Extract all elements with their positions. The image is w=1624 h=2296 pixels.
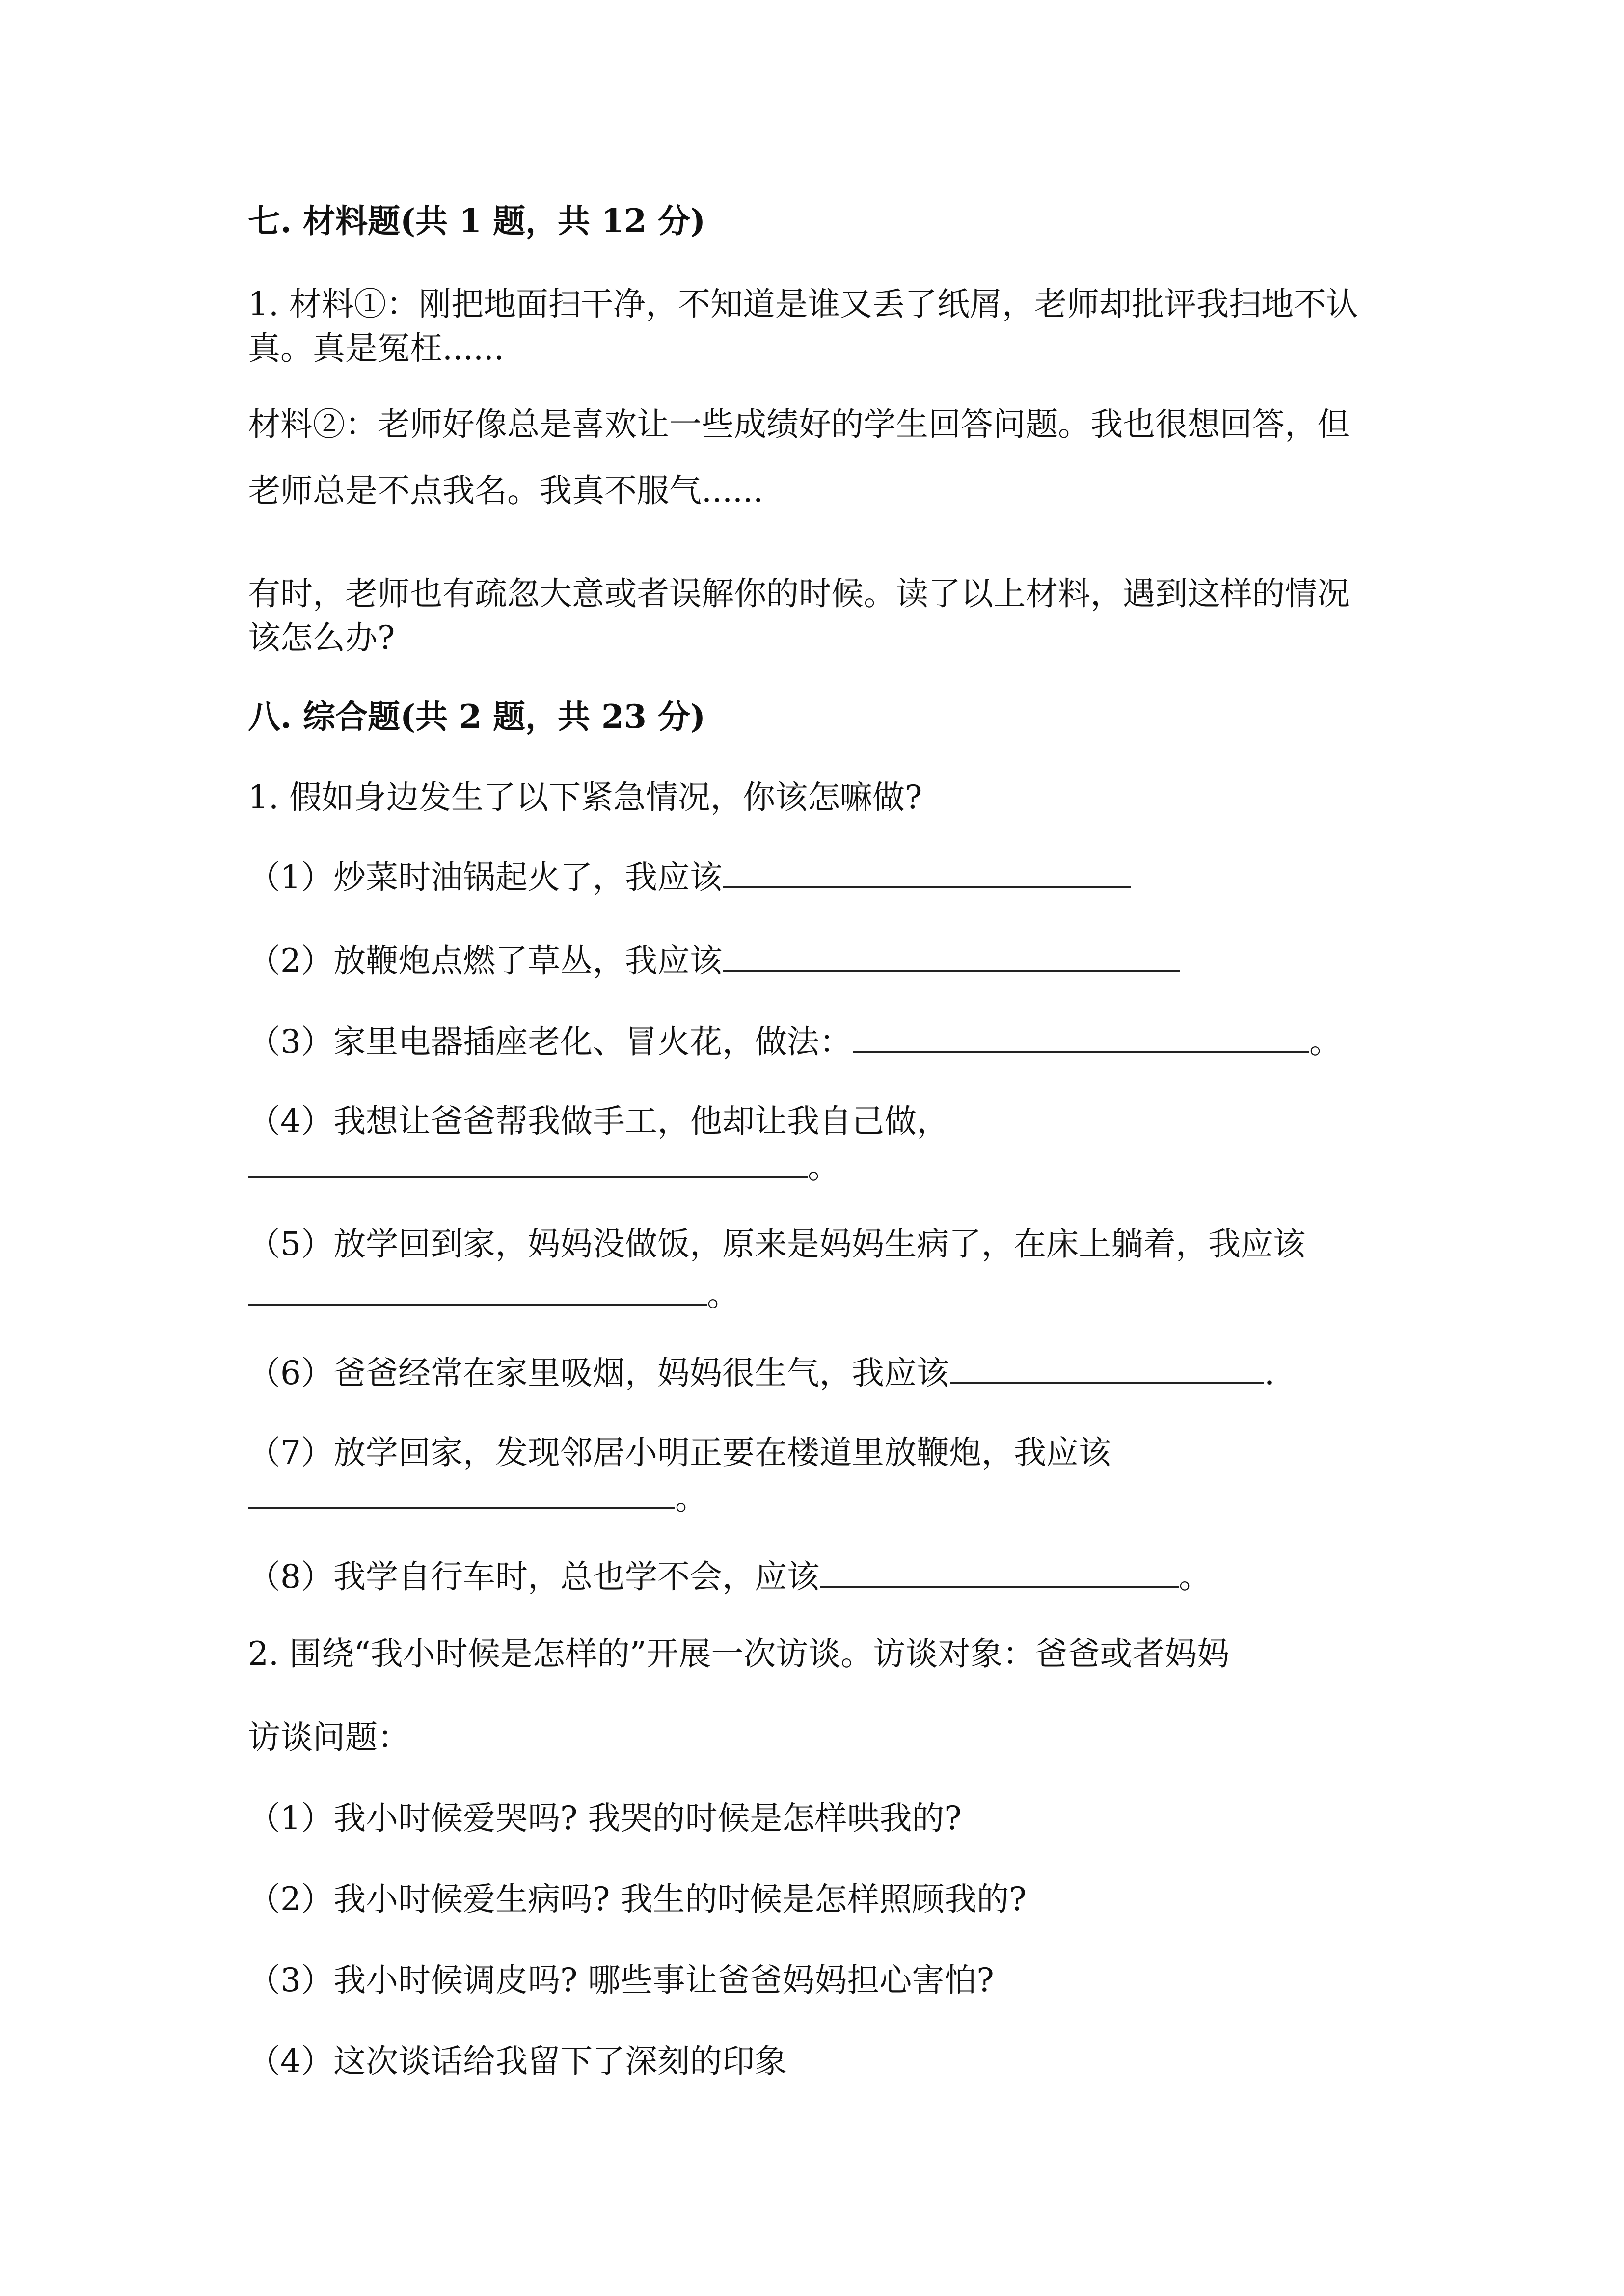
emergency-item-1 xyxy=(248,854,1131,900)
emergency-item-2-text: （2）放鞭炮点燃了草丛，我应该 xyxy=(248,942,722,980)
material-question-line-1: 有时，老师也有疏忽大意或者误解你的时候。读了以上材料，遇到这样的情况 xyxy=(248,575,1350,613)
material-2-line-1: 材料②：老师好像总是喜欢让一些成绩好的学生回答问题。我也很想回答，但 xyxy=(248,405,1350,443)
material-question-line-2: 该怎么办? xyxy=(248,619,395,657)
material-1-line-1: 1. 材料①：刚把地面扫干净，不知道是谁又丢了纸屑，老师却批评我扫地不认 xyxy=(248,285,1358,323)
answer-blank[interactable] xyxy=(950,1350,1264,1384)
emergency-item-3: （3）家里电器插座老化、冒火花，做法： 。 xyxy=(248,1018,1342,1064)
emergency-item-8-text: （8）我学自行车时，总也学不会，应该 xyxy=(248,1558,819,1596)
emergency-item-6-text: （6）爸爸经常在家里吸烟，妈妈很生气，我应该 xyxy=(248,1354,949,1392)
answer-blank[interactable] xyxy=(248,1144,808,1178)
emergency-item-8: （8）我学自行车时，总也学不会，应该 。 xyxy=(248,1553,1211,1599)
answer-blank[interactable] xyxy=(248,1475,675,1509)
interview-question-2: （2）我小时候爱生病吗? 我生的时候是怎样照顾我的? xyxy=(248,1880,1027,1918)
answer-blank[interactable] xyxy=(853,1018,1309,1053)
answer-blank[interactable] xyxy=(723,854,1131,888)
material-2-line-2: 老师总是不点我名。我真不服气...... xyxy=(248,472,763,509)
interview-question-3: （3）我小时候调皮吗? 哪些事让爸爸妈妈担心害怕? xyxy=(248,1961,994,1999)
emergency-item-6: （6）爸爸经常在家里吸烟，妈妈很生气，我应该 . xyxy=(248,1350,1274,1395)
emergency-item-1-text: （1）炒菜时油锅起火了，我应该 xyxy=(248,858,722,896)
answer-blank[interactable] xyxy=(820,1553,1179,1588)
answer-blank[interactable] xyxy=(723,937,1180,972)
interview-question-4: （4）这次谈话给我留下了深刻的印象 xyxy=(248,2042,787,2080)
emergency-item-5-answer: 。 xyxy=(248,1271,739,1317)
emergency-item-7-text: （7）放学回家，发现邻居小明正要在楼道里放鞭炮，我应该 xyxy=(248,1434,1111,1471)
emergency-item-3-text: （3）家里电器插座老化、冒火花，做法： xyxy=(248,1023,852,1061)
emergency-prompt: 1. 假如身边发生了以下紧急情况，你该怎嘛做? xyxy=(248,778,922,816)
interview-prompt: 2. 围绕“我小时候是怎样的”开展一次访谈。访谈对象：爸爸或者妈妈 xyxy=(248,1635,1230,1673)
emergency-item-5-text: （5）放学回到家，妈妈没做饭，原来是妈妈生病了，在床上躺着，我应该 xyxy=(248,1225,1305,1263)
interview-questions-label: 访谈问题： xyxy=(248,1718,410,1756)
section-7-title: 七. 材料题(共 1 题，共 12 分) xyxy=(248,202,706,240)
interview-question-1: （1）我小时候爱哭吗? 我哭的时候是怎样哄我的? xyxy=(248,1799,962,1837)
emergency-item-4-text: （4）我想让爸爸帮我做手工，他却让我自己做， xyxy=(248,1102,949,1140)
material-1-line-2: 真。真是冤枉...... xyxy=(248,329,504,367)
emergency-item-7-answer: 。 xyxy=(248,1475,707,1521)
emergency-item-2 xyxy=(248,937,1180,983)
emergency-item-4-answer: 。 xyxy=(248,1144,840,1189)
section-8-title: 八. 综合题(共 2 题，共 23 分) xyxy=(248,697,706,736)
answer-blank[interactable] xyxy=(248,1271,707,1306)
